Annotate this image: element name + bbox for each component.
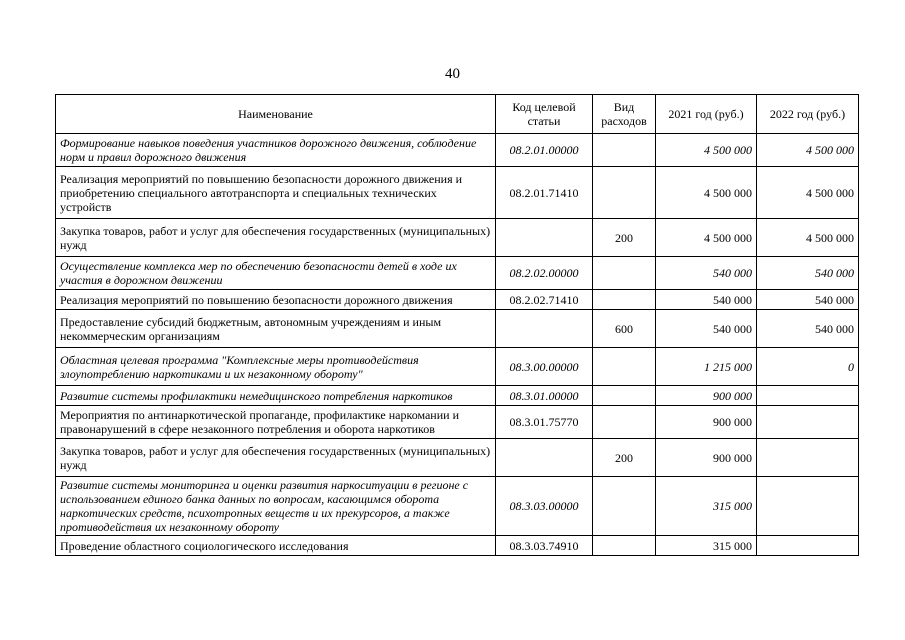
cell-kind xyxy=(593,348,656,386)
header-code: Код целевой статьи xyxy=(496,95,593,134)
cell-2021: 540 000 xyxy=(656,310,757,348)
cell-code xyxy=(496,439,593,477)
table-row xyxy=(56,536,859,556)
cell-2022 xyxy=(757,439,859,477)
cell-code: 08.2.01.00000 xyxy=(496,134,593,167)
table-row xyxy=(56,439,859,477)
table-header-row xyxy=(56,95,859,134)
cell-2022: 4 500 000 xyxy=(757,134,859,167)
cell-2022 xyxy=(757,406,859,439)
table-row xyxy=(56,310,859,348)
cell-2021: 900 000 xyxy=(656,386,757,406)
cell-2021: 4 500 000 xyxy=(656,219,757,257)
cell-name: Предоставление субсидий бюджетным, автономным учреждениям и иным некоммерческим организациям xyxy=(56,310,496,348)
budget-table xyxy=(55,94,859,556)
cell-name: Закупка товаров, работ и услуг для обеспечения государственных (муниципальных) нужд xyxy=(56,439,496,477)
header-kind: Вид расходов xyxy=(593,95,656,134)
cell-2021: 540 000 xyxy=(656,257,757,290)
cell-code: 08.3.00.00000 xyxy=(496,348,593,386)
cell-name: Реализация мероприятий по повышению безопасности дорожного движения xyxy=(56,290,496,310)
table-row xyxy=(56,219,859,257)
cell-2021: 4 500 000 xyxy=(656,167,757,219)
table-row xyxy=(56,134,859,167)
cell-code: 08.2.01.71410 xyxy=(496,167,593,219)
cell-2021: 315 000 xyxy=(656,477,757,536)
cell-2022: 0 xyxy=(757,348,859,386)
header-2021: 2021 год (руб.) xyxy=(656,95,757,134)
cell-name: Мероприятия по антинаркотической пропаганде, профилактике наркомании и правонарушений в сфере незаконного потребления и оборота наркотиков xyxy=(56,406,496,439)
cell-kind xyxy=(593,477,656,536)
table-row xyxy=(56,290,859,310)
cell-code: 08.3.01.00000 xyxy=(496,386,593,406)
cell-kind xyxy=(593,167,656,219)
cell-code: 08.3.01.75770 xyxy=(496,406,593,439)
cell-kind xyxy=(593,536,656,556)
cell-2021: 900 000 xyxy=(656,406,757,439)
cell-2022: 540 000 xyxy=(757,290,859,310)
cell-kind: 200 xyxy=(593,219,656,257)
table-row xyxy=(56,477,859,536)
cell-code xyxy=(496,310,593,348)
cell-name: Формирование навыков поведения участников дорожного движения, соблюдение норм и правил дорожного движения xyxy=(56,134,496,167)
cell-2022: 540 000 xyxy=(757,310,859,348)
table-row xyxy=(56,386,859,406)
cell-2021: 4 500 000 xyxy=(656,134,757,167)
table-row xyxy=(56,257,859,290)
cell-name: Осуществление комплекса мер по обеспечению безопасности детей в ходе их участия в дорожном движении xyxy=(56,257,496,290)
table-row xyxy=(56,348,859,386)
cell-kind: 200 xyxy=(593,439,656,477)
cell-code: 08.3.03.74910 xyxy=(496,536,593,556)
cell-name: Развитие системы мониторинга и оценки развития наркоситуации в регионе с использованием единого банка данных по вопросам, касающимся оборота наркотических средств, психотропных веществ и их прекурсоров, а также противодействия их незаконному обороту xyxy=(56,477,496,536)
cell-2022 xyxy=(757,386,859,406)
cell-code xyxy=(496,219,593,257)
cell-name: Закупка товаров, работ и услуг для обеспечения государственных (муниципальных) нужд xyxy=(56,219,496,257)
cell-2022: 540 000 xyxy=(757,257,859,290)
cell-2021: 315 000 xyxy=(656,536,757,556)
cell-2022 xyxy=(757,536,859,556)
cell-kind xyxy=(593,406,656,439)
cell-kind xyxy=(593,257,656,290)
cell-2021: 900 000 xyxy=(656,439,757,477)
cell-code: 08.2.02.00000 xyxy=(496,257,593,290)
header-name: Наименование xyxy=(56,95,496,134)
cell-name: Проведение областного социологического исследования xyxy=(56,536,496,556)
cell-kind xyxy=(593,386,656,406)
cell-2021: 1 215 000 xyxy=(656,348,757,386)
cell-kind xyxy=(593,134,656,167)
cell-code: 08.2.02.71410 xyxy=(496,290,593,310)
cell-name: Реализация мероприятий по повышению безопасности дорожного движения и приобретению специального автотранспорта и специальных технических устройств xyxy=(56,167,496,219)
cell-name: Областная целевая программа "Комплексные меры противодействия злоупотреблению наркотиками и их незаконному обороту" xyxy=(56,348,496,386)
cell-name: Развитие системы профилактики немедицинского потребления наркотиков xyxy=(56,386,496,406)
cell-2022 xyxy=(757,477,859,536)
table-row xyxy=(56,406,859,439)
cell-2022: 4 500 000 xyxy=(757,167,859,219)
cell-code: 08.3.03.00000 xyxy=(496,477,593,536)
cell-2021: 540 000 xyxy=(656,290,757,310)
page-number: 40 xyxy=(445,66,460,82)
cell-kind xyxy=(593,290,656,310)
header-2022: 2022 год (руб.) xyxy=(757,95,859,134)
cell-2022: 4 500 000 xyxy=(757,219,859,257)
table-row xyxy=(56,167,859,219)
cell-kind: 600 xyxy=(593,310,656,348)
